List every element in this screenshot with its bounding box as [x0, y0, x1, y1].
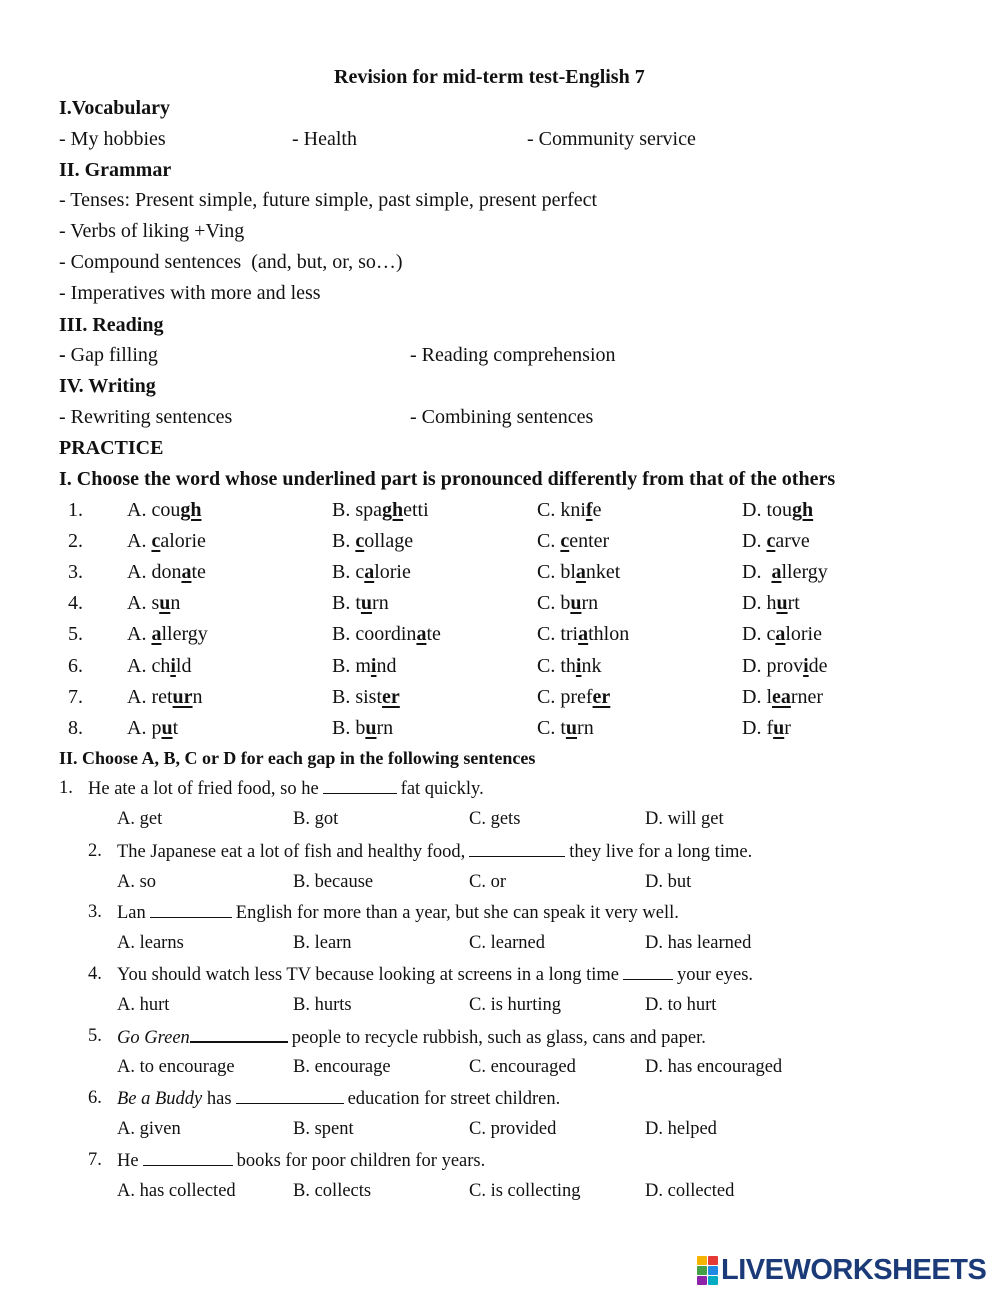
option-text: n	[170, 592, 181, 614]
option-text: C. kni	[537, 499, 586, 521]
answer-option: B. encourage	[293, 1057, 391, 1077]
option-text: A.	[127, 530, 152, 552]
option-a	[127, 593, 180, 613]
underlined-part: i	[370, 655, 377, 677]
option-text: nk	[581, 655, 602, 677]
answer-option: D. will get	[645, 809, 724, 829]
answer-option: A. has collected	[117, 1181, 236, 1201]
option-text: C. bl	[537, 561, 576, 583]
option-text: nket	[585, 561, 621, 583]
answer-blank	[190, 1027, 288, 1043]
underlined-part: u	[161, 717, 173, 739]
option-text: D. prov	[742, 655, 804, 677]
option-c	[537, 562, 620, 582]
underlined-part: u	[365, 717, 377, 739]
option-text: alorie	[160, 530, 206, 552]
question-number: 6.	[68, 655, 83, 677]
option-a	[127, 656, 191, 676]
underlined-part: u	[159, 592, 171, 614]
question-after: education for street children.	[347, 1089, 561, 1109]
question-after: books for poor children for years.	[236, 1151, 486, 1171]
option-text: etti	[403, 499, 429, 521]
option-text: C.	[537, 530, 561, 552]
underlined-part: u	[776, 592, 788, 614]
option-text: rn	[376, 717, 394, 739]
answer-option: B. learn	[293, 933, 352, 953]
question-number: 8.	[68, 717, 83, 739]
question-number: 7.	[88, 1150, 102, 1170]
option-text: enter	[569, 530, 610, 552]
underlined-part: i	[803, 655, 809, 677]
grammar-item: - Compound sentences (and, but, or, so…)	[59, 251, 403, 273]
option-text: B. t	[332, 592, 361, 614]
answer-blank	[150, 903, 232, 918]
option-b	[332, 500, 429, 520]
answer-option: D. to hurt	[645, 995, 717, 1015]
question-number: 7.	[68, 686, 83, 708]
question-text	[117, 842, 752, 862]
option-d	[742, 531, 810, 551]
question-before: You should watch less TV because looking at screens in a long time	[117, 965, 620, 985]
underlined-part: er	[592, 686, 611, 708]
underlined-part: f	[585, 499, 593, 521]
question-after: your eyes.	[677, 965, 754, 985]
option-c	[537, 593, 598, 613]
answer-option: D. has learned	[645, 933, 752, 953]
writing-item: - Combining sentences	[410, 406, 594, 428]
answer-option: B. collects	[293, 1181, 372, 1201]
option-text: C. tri	[537, 623, 579, 645]
answer-blank	[143, 1151, 233, 1166]
option-c	[537, 656, 601, 676]
liveworksheets-logo	[697, 1253, 987, 1286]
option-text: B. coordin	[332, 623, 417, 645]
underlined-part: c	[766, 530, 776, 552]
option-a	[127, 687, 203, 707]
option-b	[332, 531, 413, 551]
underlined-part: u	[360, 592, 373, 614]
option-text: C. t	[537, 717, 566, 739]
answer-option: D. has encouraged	[645, 1057, 783, 1077]
underlined-part: gh	[382, 499, 404, 521]
option-text: A. ret	[127, 686, 173, 708]
underlined-part: u	[570, 592, 582, 614]
practice-heading: PRACTICE	[59, 437, 164, 459]
logo-blocks-icon	[697, 1256, 718, 1285]
reading-heading: III. Reading	[59, 314, 164, 336]
option-text: nd	[376, 655, 397, 677]
option-c	[537, 687, 610, 707]
answer-blank	[623, 965, 673, 980]
question-before: has	[206, 1089, 232, 1109]
logo-block	[697, 1276, 707, 1285]
option-text: D. c	[742, 623, 776, 645]
logo-block	[708, 1256, 718, 1265]
option-text: de	[808, 655, 828, 677]
answer-blank	[469, 842, 565, 857]
question-number: 3.	[68, 561, 83, 583]
option-text: A. p	[127, 717, 162, 739]
option-text: D. tou	[742, 499, 792, 521]
question-number: 3.	[88, 902, 102, 922]
underlined-part: u	[773, 717, 785, 739]
option-a	[127, 500, 201, 520]
answer-blank	[323, 779, 397, 794]
reading-item-comprehension: - Reading comprehension	[410, 344, 616, 366]
question-after: they live for a long time.	[569, 842, 753, 862]
logo-block	[697, 1266, 707, 1275]
answer-option: D. helped	[645, 1119, 717, 1139]
vocabulary-heading: I.Vocabulary	[59, 97, 170, 119]
section1-heading: I. Choose the word whose underlined part is pronounced differently from that of the others	[59, 468, 836, 490]
question-italic-name: Go Green	[117, 1028, 190, 1048]
option-text: D.	[742, 561, 772, 583]
underlined-part: c	[151, 530, 161, 552]
vocab-item: - Community service	[527, 128, 696, 150]
answer-option: A. learns	[117, 933, 184, 953]
option-d	[742, 593, 800, 613]
underlined-part: a	[151, 623, 162, 645]
question-number: 6.	[88, 1088, 102, 1108]
question-after: fat quickly.	[400, 779, 484, 799]
answer-option: C. encouraged	[469, 1057, 576, 1077]
answer-option: C. gets	[469, 809, 521, 829]
grammar-heading: II. Grammar	[59, 159, 172, 181]
page-title: Revision for mid-term test-English 7	[334, 66, 645, 88]
section2-heading: II. Choose A, B, C or D for each gap in the following sentences	[59, 748, 536, 768]
option-text: n	[192, 686, 203, 708]
question-number: 5.	[88, 1026, 102, 1046]
underlined-part: c	[560, 530, 570, 552]
option-b	[332, 624, 441, 644]
option-text: lorie	[785, 623, 822, 645]
option-d	[742, 624, 822, 644]
option-text: B. spa	[332, 499, 382, 521]
option-text: B. m	[332, 655, 371, 677]
option-a	[127, 562, 206, 582]
option-text: ld	[175, 655, 192, 677]
underlined-part: ur	[172, 686, 193, 708]
answer-option: A. so	[117, 872, 157, 892]
option-text: t	[172, 717, 179, 739]
vocab-item: - My hobbies	[59, 128, 166, 150]
option-text: B. c	[332, 561, 365, 583]
option-text: C. b	[537, 592, 571, 614]
answer-option: D. collected	[645, 1181, 735, 1201]
option-a	[127, 624, 208, 644]
underlined-part: gh	[792, 499, 814, 521]
writing-item: - Rewriting sentences	[59, 406, 233, 428]
question-number: 1.	[59, 778, 73, 798]
grammar-item: - Verbs of liking +Ving	[59, 220, 245, 242]
underlined-part: u	[565, 717, 578, 739]
underlined-part: a	[775, 623, 786, 645]
option-text: D. l	[742, 686, 772, 708]
question-text	[117, 1027, 706, 1048]
underlined-part: a	[364, 561, 375, 583]
option-d	[742, 687, 823, 707]
option-text: te	[191, 561, 206, 583]
option-text: C. pref	[537, 686, 593, 708]
option-c	[537, 718, 594, 738]
question-number: 4.	[68, 592, 83, 614]
question-before: He ate a lot of fried food, so he	[88, 779, 319, 799]
option-b	[332, 687, 400, 707]
question-after: people to recycle rubbish, such as glass, cans and paper.	[291, 1028, 706, 1048]
option-b	[332, 718, 393, 738]
question-before: He	[117, 1151, 139, 1171]
underlined-part: ea	[772, 686, 791, 708]
option-text: llergy	[781, 561, 828, 583]
option-text: B. b	[332, 717, 366, 739]
question-number: 2.	[68, 530, 83, 552]
underlined-part: a	[181, 561, 192, 583]
vocab-item: - Health	[292, 128, 357, 150]
option-text: A. cou	[127, 499, 181, 521]
question-number: 5.	[68, 623, 83, 645]
question-text	[88, 779, 484, 799]
answer-option: C. is collecting	[469, 1181, 581, 1201]
answer-option: C. learned	[469, 933, 546, 953]
option-d	[742, 500, 813, 520]
option-c	[537, 624, 629, 644]
option-text: r	[784, 717, 791, 739]
logo-text: LIVEWORKSHEETS	[721, 1253, 987, 1286]
question-number: 2.	[88, 841, 102, 861]
option-b	[332, 562, 411, 582]
answer-option: A. to encourage	[117, 1057, 235, 1077]
option-text: D.	[742, 530, 767, 552]
option-a	[127, 531, 206, 551]
answer-option: C. provided	[469, 1119, 557, 1139]
option-d	[742, 656, 828, 676]
underlined-part: a	[771, 561, 782, 583]
question-number: 4.	[88, 964, 102, 984]
option-text: A. don	[127, 561, 182, 583]
option-c	[537, 531, 609, 551]
option-text: D. f	[742, 717, 774, 739]
option-text: lorie	[374, 561, 411, 583]
option-text: B. sist	[332, 686, 383, 708]
logo-block	[697, 1256, 707, 1265]
option-text: rn	[577, 717, 594, 739]
option-text: A.	[127, 623, 152, 645]
option-d	[742, 562, 828, 582]
option-text: ollage	[364, 530, 414, 552]
option-text: A. ch	[127, 655, 171, 677]
option-text: rner	[790, 686, 824, 708]
question-before: The Japanese eat a lot of fish and healthy food,	[117, 842, 466, 862]
question-after: English for more than a year, but she can speak it very well.	[235, 903, 679, 923]
answer-option: D. but	[645, 872, 692, 892]
option-text: A. s	[127, 592, 160, 614]
reading-item-gap-filling: - Gap filling	[59, 344, 158, 366]
option-text: te	[426, 623, 441, 645]
question-before: Lan	[117, 903, 146, 923]
option-c	[537, 500, 601, 520]
underlined-part: i	[170, 655, 176, 677]
answer-option: B. spent	[293, 1119, 354, 1139]
option-text: rn	[581, 592, 599, 614]
option-a	[127, 718, 178, 738]
question-italic-name: Be a Buddy	[117, 1089, 203, 1109]
underlined-part: gh	[180, 499, 202, 521]
option-b	[332, 593, 389, 613]
underlined-part: i	[575, 655, 582, 677]
option-text: thlon	[588, 623, 630, 645]
option-text: B.	[332, 530, 356, 552]
answer-option: A. get	[117, 809, 163, 829]
option-text: rn	[372, 592, 389, 614]
answer-option: C. or	[469, 872, 506, 892]
writing-heading: IV. Writing	[59, 375, 156, 397]
underlined-part: a	[416, 623, 427, 645]
answer-option: A. hurt	[117, 995, 170, 1015]
option-d	[742, 718, 791, 738]
answer-option: C. is hurting	[469, 995, 561, 1015]
option-text: arve	[775, 530, 810, 552]
question-number: 1.	[68, 499, 83, 521]
answer-blank	[236, 1089, 344, 1104]
option-text: rt	[787, 592, 800, 614]
underlined-part: er	[382, 686, 400, 708]
answer-option: B. hurts	[293, 995, 352, 1015]
option-text: e	[592, 499, 602, 521]
grammar-item: - Tenses: Present simple, future simple, past simple, present perfect	[59, 189, 598, 211]
option-text: D. h	[742, 592, 777, 614]
underlined-part: a	[578, 623, 589, 645]
option-text: C. th	[537, 655, 576, 677]
logo-block	[708, 1266, 718, 1275]
underlined-part: a	[575, 561, 586, 583]
question-text	[117, 1151, 485, 1171]
logo-block	[708, 1276, 718, 1285]
answer-option: B. because	[293, 872, 374, 892]
grammar-item: - Imperatives with more and less	[59, 282, 321, 304]
answer-option: A. given	[117, 1119, 181, 1139]
answer-option: B. got	[293, 809, 339, 829]
option-text: llergy	[161, 623, 208, 645]
option-b	[332, 656, 396, 676]
underlined-part: c	[355, 530, 365, 552]
question-text	[117, 903, 679, 923]
question-text	[117, 965, 753, 985]
question-text	[117, 1089, 560, 1109]
